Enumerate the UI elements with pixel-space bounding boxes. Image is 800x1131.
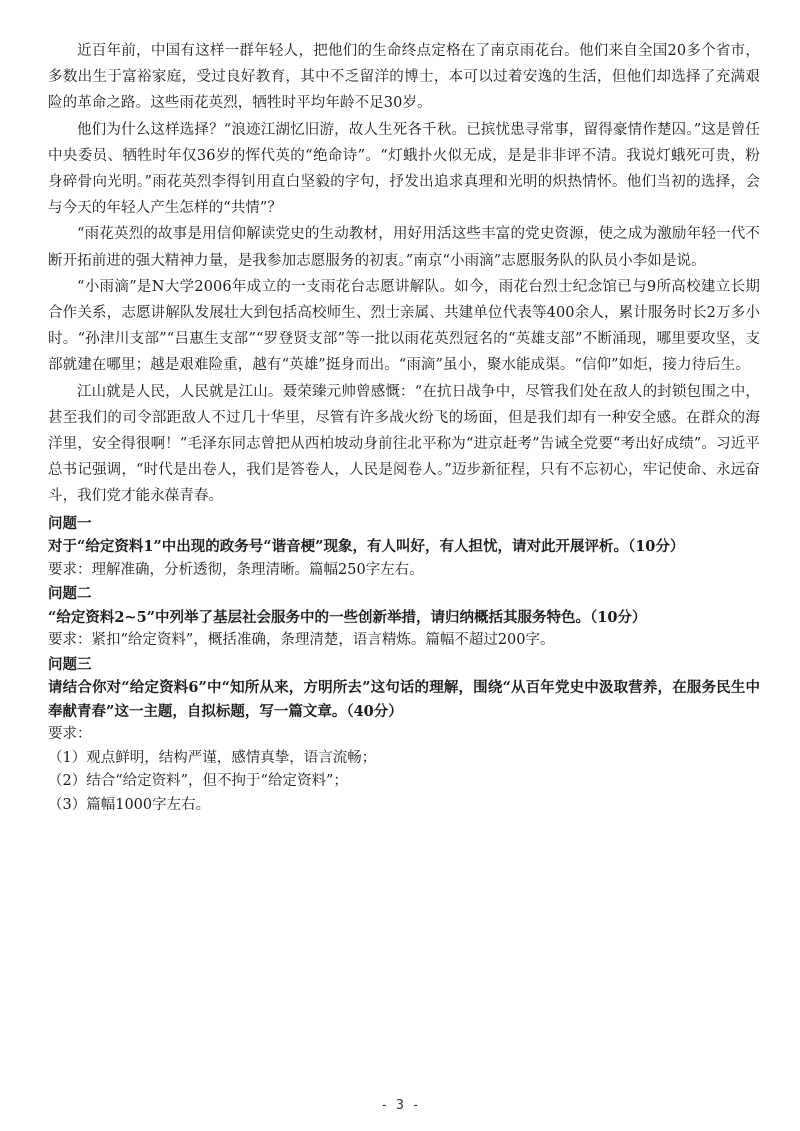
question-3-prompt: 请结合你对“给定资料6”中“知所从来，方明所去”这句话的理解，围绕“从百年党史中汲取营养，在服务民生中奉献青春”这一主题，自拟标题，写一篇文章。（40分） [48,679,760,720]
question-3-requirement-item-3: （3）篇幅1000字左右。 [48,796,211,813]
question-1-title: 问题一 [48,514,92,532]
material-paragraph-2: 他们为什么这样选择？“浪迹江湖忆旧游，故人生死各千秋。已摈忧患寻常事，留得豪情作楚囚。”这是曾任中央委员、牺牲时年仅36岁的恽代英的“绝命诗”。“灯蛾扑火似无成，是是非非评不清。我说灯蛾死可贵，粉身碎骨向光明。”雨花英烈李得钊用直白坚毅的字句，抒发出追求真理和光明的炽热情怀。他们当初的选择，会与今天的年轻人产生怎样的“共情”？ [48,121,760,217]
material-paragraph-1: 近百年前，中国有这样一群年轻人，把他们的生命终点定格在了南京雨花台。他们来自全国20多个省市，多数出生于富裕家庭，受过良好教育，其中不乏留洋的博士，本可以过着安逸的生活，但他们却选择了充满艰险的革命之路。这些雨花英烈，牺牲时平均年龄不足30岁。 [48,43,760,112]
question-3-requirement-item-2: （2）结合“给定资料”，但不拘于“给定资料”； [48,773,348,790]
question-1-prompt: 对于“给定资料1”中出现的政务号“谐音梗”现象，有人叫好，有人担忧，请对此开展评析。（10分） [48,538,685,556]
question-2-requirement: 要求：紧扣“给定资料”，概括准确，条理清楚，语言精炼。篇幅不超过200字。 [48,632,555,649]
material-paragraph-4: “小雨滴”是N大学2006年成立的一支雨花台志愿讲解队。如今，雨花台烈士纪念馆已与9所高校建立长期合作关系，志愿讲解队发展壮大到包括高校师生、烈士亲属、共建单位代表等400余人，累计服务时长2万多小时。“孙津川支部”“吕惠生支部”“罗登贤支部”等一批以雨花英烈冠名的“英雄支部”不断涌现，哪里要攻坚，支部就建在哪里；越是艰难险重，越有“英雄”挺身而出。“雨滴”虽小，聚水能成渠。“信仰”如炬，接力待后生。 [48,278,760,374]
question-3-requirement-label: 要求： [48,726,92,743]
material-paragraph-3: “雨花英烈的故事是用信仰解读党史的生动教材，用好用活这些丰富的党史资源，使之成为激励年轻一代不断开拓前进的强大精神力量，是我参加志愿服务的初衷。”南京“小雨滴”志愿服务队的队员小李如是说。 [48,226,760,269]
question-2-prompt: “给定资料2~5”中列举了基层社会服务中的一些创新举措，请归纳概括其服务特色。（10分） [48,608,647,626]
question-3-title: 问题三 [48,655,92,673]
page-number: - 3 - [380,1098,420,1113]
document-body [48,38,760,817]
question-1 [48,512,760,583]
question-2 [48,582,760,653]
question-2-title: 问题二 [48,585,92,603]
question-1-requirement: 要求：理解准确，分析透彻，条理清晰。篇幅250字左右。 [48,561,424,578]
question-3-requirement-item-1: （1）观点鲜明，结构严谨，感情真挚，语言流畅； [48,749,377,766]
question-3 [48,653,760,818]
material-paragraph-5: 江山就是人民，人民就是江山。聂荣臻元帅曾感慨：“在抗日战争中，尽管我们处在敌人的封锁包围之中，甚至我们的司令部距敌人不过几十华里，尽管有许多战火纷飞的场面，但是我们却有一种安全感。在群众的海洋里，安全得很啊！”毛泽东同志曾把从西柏坡动身前往北平称为“进京赶考”告诫全党要“考出好成绩”。习近平总书记强调，“时代是出卷人，我们是答卷人，人民是阅卷人。”迈步新征程，只有不忘初心，牢记使命、永远奋斗，我们党才能永葆青春。 [48,383,760,505]
